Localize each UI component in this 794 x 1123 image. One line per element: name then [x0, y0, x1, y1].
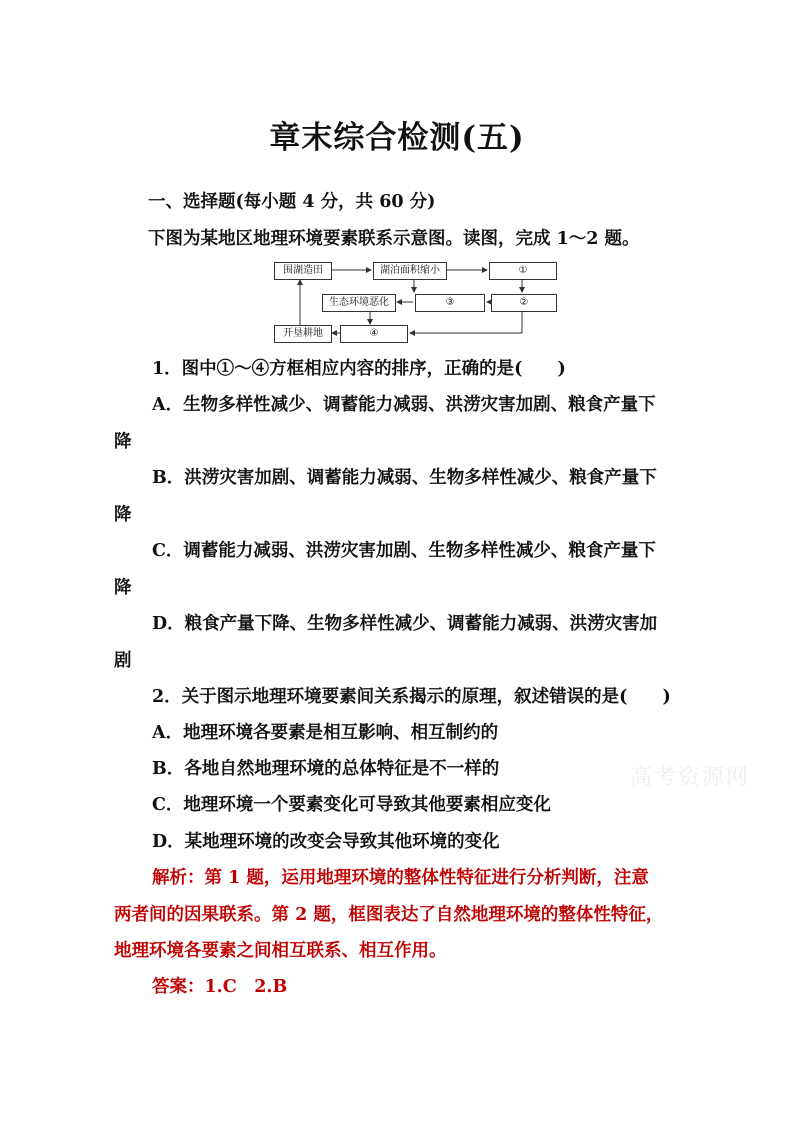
- q1-option-d: D．粮食产量下降、生物多样性减少、调蓄能力减弱、洪涝灾害加: [152, 614, 658, 634]
- q2-option-b: B．各地自然地理环境的总体特征是不一样的: [152, 759, 500, 779]
- analysis-line-1: 解析：第 1 题，运用地理环境的整体性特征进行分析判断，注意: [152, 868, 649, 888]
- q1-option-b: B．洪涝灾害加剧、调蓄能力减弱、生物多样性减少、粮食产量下: [152, 468, 657, 488]
- page-title: 章末综合检测(五): [269, 120, 525, 156]
- q2-option-a: A．地理环境各要素是相互影响、相互制约的: [152, 723, 499, 743]
- analysis-line-3: 地理环境各要素之间相互联系、相互作用。: [114, 941, 447, 961]
- answer-line: 答案：1.C 2.B: [152, 977, 288, 997]
- q2-stem: 2．关于图示地理环境要素间关系揭示的原理，叙述错误的是( ): [152, 687, 671, 707]
- q2-option-c: C．地理环境一个要素变化可导致其他要素相应变化: [152, 795, 551, 815]
- q1-stem: 1．图中①～④方框相应内容的排序，正确的是( ): [152, 359, 566, 379]
- q1-option-d-cont: 剧: [114, 651, 132, 671]
- diagram-box-3: ③: [415, 294, 485, 312]
- analysis-line-2: 两者间的因果联系。第 2 题，框图表达了自然地理环境的整体性特征，: [114, 905, 664, 925]
- diagram-box-eco-worsen: 生态环境恶化: [322, 294, 396, 312]
- section-heading: 一、选择题(每小题 4 分，共 60 分): [148, 192, 436, 212]
- diagram-box-4: ④: [340, 325, 408, 343]
- diagram-box-cultivate: 开垦耕地: [274, 325, 332, 343]
- watermark: 高考资源网: [630, 765, 751, 790]
- diagram-box-2: ②: [491, 294, 557, 312]
- q2-option-d: D．某地理环境的改变会导致其他环境的变化: [152, 832, 500, 852]
- diagram-box-1: ①: [489, 262, 557, 280]
- q1-option-a-cont: 降: [114, 432, 132, 452]
- intro-text: 下图为某地区地理环境要素联系示意图。读图，完成 1～2 题。: [148, 229, 640, 249]
- relationship-diagram: [270, 258, 570, 348]
- diagram-box-lake-shrink: 湖泊面积缩小: [373, 262, 447, 280]
- diagram-box-reclamation: 围湖造田: [274, 262, 332, 280]
- q1-option-b-cont: 降: [114, 505, 132, 525]
- q1-option-c-cont: 降: [114, 578, 132, 598]
- q1-option-a: A．生物多样性减少、调蓄能力减弱、洪涝灾害加剧、粮食产量下: [152, 395, 656, 415]
- q1-option-c: C．调蓄能力减弱、洪涝灾害加剧、生物多样性减少、粮食产量下: [152, 541, 656, 561]
